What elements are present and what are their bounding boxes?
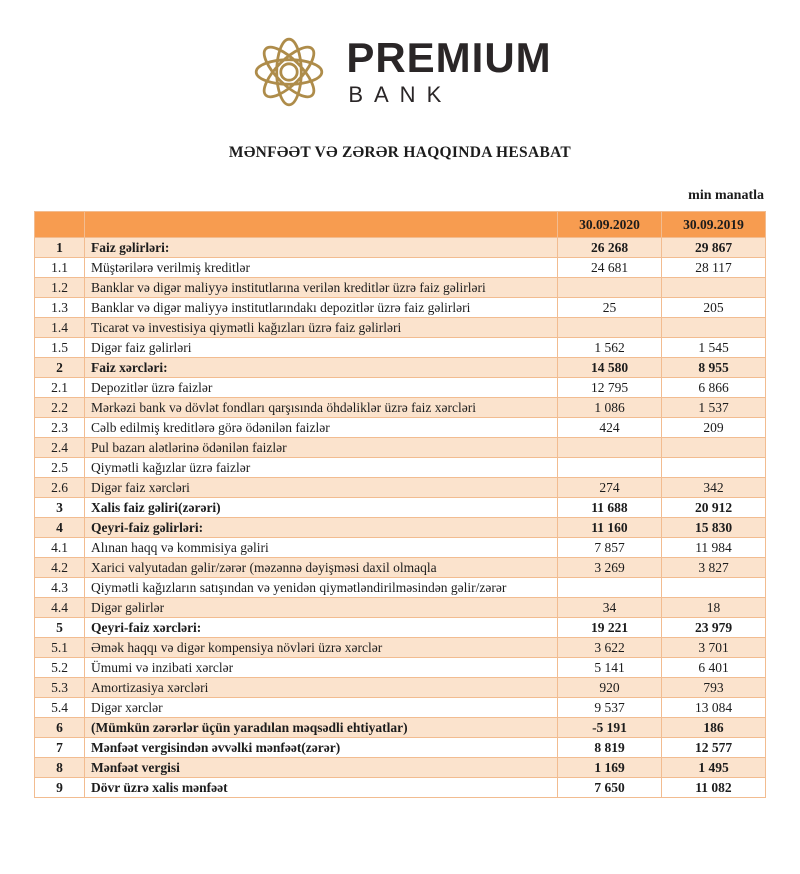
row-label: Mərkəzi bank və dövlət fondları qarşısında öhdəliklər üzrə faiz xərcləri: [85, 398, 558, 418]
table-row: [35, 338, 766, 358]
row-number: 5: [35, 618, 85, 638]
row-number: 2.5: [35, 458, 85, 478]
row-label: Faiz gəlirləri:: [85, 238, 558, 258]
value-2019: 3 827: [662, 558, 766, 578]
row-label: Alınan haqq və kommisiya gəliri: [85, 538, 558, 558]
pnl-table: [34, 211, 766, 798]
table-row: [35, 378, 766, 398]
unit-label: min manatla: [688, 188, 764, 203]
value-2020: [558, 318, 662, 338]
row-number: 5.2: [35, 658, 85, 678]
value-2019: 342: [662, 478, 766, 498]
table-row: [35, 538, 766, 558]
header-cell-num: [35, 212, 85, 238]
row-number: 9: [35, 778, 85, 798]
value-2019: 3 701: [662, 638, 766, 658]
table-row: [35, 358, 766, 378]
value-2020: 8 819: [558, 738, 662, 758]
value-2020: 34: [558, 598, 662, 618]
value-2019: 1 545: [662, 338, 766, 358]
value-2020: 19 221: [558, 618, 662, 638]
row-number: 7: [35, 738, 85, 758]
row-label: Digər xərclər: [85, 698, 558, 718]
value-2019: 11 082: [662, 778, 766, 798]
header-cell-2020: 30.09.2020: [558, 212, 662, 238]
value-2020: 25: [558, 298, 662, 318]
value-2020: 1 169: [558, 758, 662, 778]
table-row: [35, 258, 766, 278]
value-2019: 6 866: [662, 378, 766, 398]
row-number: 1.2: [35, 278, 85, 298]
value-2020: 5 141: [558, 658, 662, 678]
value-2020: 12 795: [558, 378, 662, 398]
table-row: [35, 738, 766, 758]
table-row: [35, 438, 766, 458]
value-2020: [558, 278, 662, 298]
table-row: [35, 298, 766, 318]
value-2020: 14 580: [558, 358, 662, 378]
value-2020: [558, 458, 662, 478]
brand-subname: BANK: [348, 81, 453, 107]
table-body: [35, 238, 766, 798]
row-number: 1.4: [35, 318, 85, 338]
value-2019: [662, 318, 766, 338]
value-2019: 13 084: [662, 698, 766, 718]
row-number: 4.2: [35, 558, 85, 578]
row-number: 4.3: [35, 578, 85, 598]
value-2020: 11 688: [558, 498, 662, 518]
table-row: [35, 658, 766, 678]
row-label: Dövr üzrə xalis mənfəət: [85, 778, 558, 798]
value-2019: 18: [662, 598, 766, 618]
table-row: [35, 678, 766, 698]
value-2019: [662, 278, 766, 298]
value-2019: 1 537: [662, 398, 766, 418]
row-label: Amortizasiya xərcləri: [85, 678, 558, 698]
value-2019: 186: [662, 718, 766, 738]
report-title: MƏNFƏƏT VƏ ZƏRƏR HAQQINDA HESABAT: [228, 144, 572, 161]
value-2020: 3 622: [558, 638, 662, 658]
row-label: Digər faiz gəlirləri: [85, 338, 558, 358]
value-2019: [662, 438, 766, 458]
value-2020: 424: [558, 418, 662, 438]
table-head: [35, 212, 766, 238]
row-number: 1.1: [35, 258, 85, 278]
table-row: [35, 578, 766, 598]
value-2020: 920: [558, 678, 662, 698]
row-number: 8: [35, 758, 85, 778]
value-2019: 209: [662, 418, 766, 438]
table-row: [35, 558, 766, 578]
value-2020: 24 681: [558, 258, 662, 278]
value-2019: 23 979: [662, 618, 766, 638]
row-label: Xalis faiz gəliri(zərəri): [85, 498, 558, 518]
row-label: Qeyri-faiz gəlirləri:: [85, 518, 558, 538]
row-number: 5.1: [35, 638, 85, 658]
header-cell-label: [85, 212, 558, 238]
row-label: Mənfəət vergisi: [85, 758, 558, 778]
value-2020: [558, 578, 662, 598]
row-number: 2.3: [35, 418, 85, 438]
row-number: 2: [35, 358, 85, 378]
row-number: 2.4: [35, 438, 85, 458]
value-2019: 793: [662, 678, 766, 698]
value-2019: 6 401: [662, 658, 766, 678]
row-number: 1.5: [35, 338, 85, 358]
table-header-row: [35, 212, 766, 238]
row-number: 3: [35, 498, 85, 518]
row-label: Depozitlər üzrə faizlər: [85, 378, 558, 398]
row-label: Qeyri-faiz xərcləri:: [85, 618, 558, 638]
row-number: 4.1: [35, 538, 85, 558]
value-2019: 1 495: [662, 758, 766, 778]
row-label: Banklar və digər maliyyə institutlarındakı depozitlər üzrə faiz gəlirləri: [85, 298, 558, 318]
row-number: 2.2: [35, 398, 85, 418]
value-2019: 15 830: [662, 518, 766, 538]
row-label: Digər faiz xərcləri: [85, 478, 558, 498]
value-2019: 29 867: [662, 238, 766, 258]
table-row: [35, 618, 766, 638]
value-2020: 1 086: [558, 398, 662, 418]
row-label: Cəlb edilmiş kreditlərə görə ödənilən faizlər: [85, 418, 558, 438]
row-label: Ticarət və investisiya qiymətli kağızları üzrə faiz gəlirləri: [85, 318, 558, 338]
row-label: Banklar və digər maliyyə institutlarına verilən kreditlər üzrə faiz gəlirləri: [85, 278, 558, 298]
value-2020: 7 650: [558, 778, 662, 798]
table-row: [35, 718, 766, 738]
knot-emblem-icon: [248, 31, 330, 113]
table-row: [35, 458, 766, 478]
row-label: Qiymətli kağızlar üzrə faizlər: [85, 458, 558, 478]
value-2019: 8 955: [662, 358, 766, 378]
table-row: [35, 278, 766, 298]
value-2020: -5 191: [558, 718, 662, 738]
row-number: 4: [35, 518, 85, 538]
row-label: Digər gəlirlər: [85, 598, 558, 618]
table-row: [35, 698, 766, 718]
row-number: 5.4: [35, 698, 85, 718]
table-row: [35, 758, 766, 778]
row-label: Qiymətli kağızların satışından və yenidən qiymətləndirilməsindən gəlir/zərər: [85, 578, 558, 598]
value-2020: 1 562: [558, 338, 662, 358]
table-row: [35, 318, 766, 338]
value-2019: 205: [662, 298, 766, 318]
value-2020: 274: [558, 478, 662, 498]
brand-name: PREMIUM: [346, 33, 552, 81]
value-2019: 20 912: [662, 498, 766, 518]
value-2019: 11 984: [662, 538, 766, 558]
row-label: Mənfəət vergisindən əvvəlki mənfəət(zərər): [85, 738, 558, 758]
bank-logo: [34, 24, 766, 120]
header-cell-2019: 30.09.2019: [662, 212, 766, 238]
row-number: 4.4: [35, 598, 85, 618]
row-number: 2.1: [35, 378, 85, 398]
table-row: [35, 638, 766, 658]
value-2020: 3 269: [558, 558, 662, 578]
value-2019: [662, 458, 766, 478]
value-2019: 12 577: [662, 738, 766, 758]
row-label: Pul bazarı alətlərinə ödənilən faizlər: [85, 438, 558, 458]
table-row: [35, 498, 766, 518]
row-number: 6: [35, 718, 85, 738]
value-2020: [558, 438, 662, 458]
table-row: [35, 398, 766, 418]
table-row: [35, 238, 766, 258]
row-number: 5.3: [35, 678, 85, 698]
table-row: [35, 598, 766, 618]
table-row: [35, 778, 766, 798]
value-2019: [662, 578, 766, 598]
value-2020: 7 857: [558, 538, 662, 558]
row-label: Faiz xərcləri:: [85, 358, 558, 378]
row-number: 1.3: [35, 298, 85, 318]
row-number: 2.6: [35, 478, 85, 498]
table-row: [35, 418, 766, 438]
table-row: [35, 518, 766, 538]
brand-text: [346, 33, 552, 108]
row-label: Xarici valyutadan gəlir/zərər (məzənnə dəyişməsi daxil olmaqla: [85, 558, 558, 578]
value-2019: 28 117: [662, 258, 766, 278]
row-number: 1: [35, 238, 85, 258]
row-label: Əmək haqqı və digər kompensiya növləri üzrə xərclər: [85, 638, 558, 658]
table-row: [35, 478, 766, 498]
row-label: (Mümkün zərərlər üçün yaradılan məqsədli ehtiyatlar): [85, 718, 558, 738]
row-label: Ümumi və inzibati xərclər: [85, 658, 558, 678]
value-2020: 9 537: [558, 698, 662, 718]
value-2020: 11 160: [558, 518, 662, 538]
row-label: Müştərilərə verilmiş kreditlər: [85, 258, 558, 278]
value-2020: 26 268: [558, 238, 662, 258]
